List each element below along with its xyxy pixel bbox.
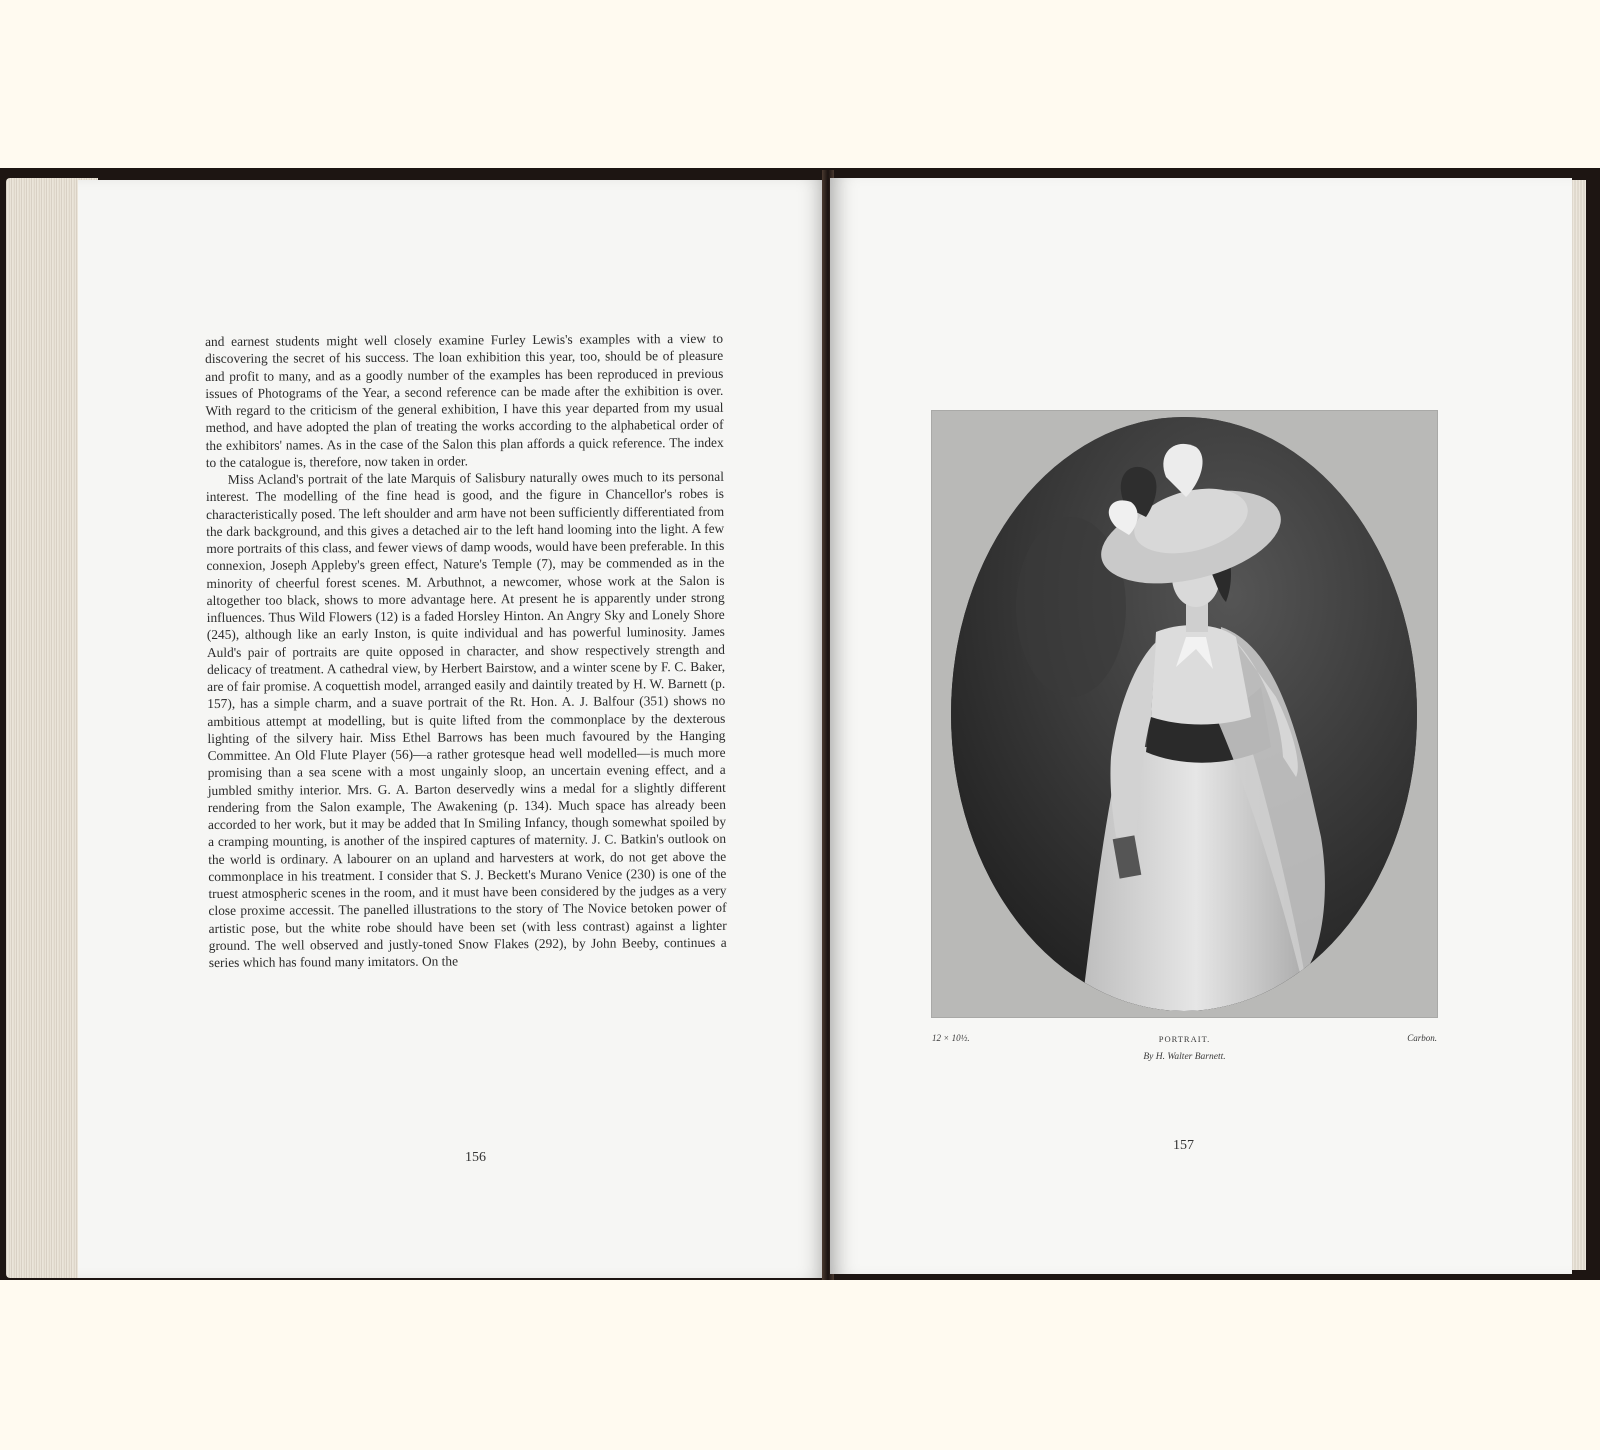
right-page-edges: [1572, 180, 1586, 1270]
photograph-plate: [931, 410, 1438, 1018]
left-page-text: [205, 330, 727, 971]
right-page-number: 157: [1173, 1138, 1194, 1153]
plate-author: By H. Walter Barnett.: [1143, 1052, 1226, 1062]
left-page-number: 156: [465, 1150, 486, 1165]
paragraph-1: and earnest students might well closely examine Furley Lewis's examples with a view to discovering the secret of his success. The loan exhibition this year, too, should be of pleasure and profit to many, and as a goodly number of the examples has been reproduced in previous issues of Photograms of the Year, a second reference can be made after the exhibition is over. With regard to the criticism of the general exhibition, I have this year departed from my usual method, and have adopted the plan of treating the works according to the alphabetical order of the exhibitors' names. As in the case of the Salon this plan affords a quick reference. The index to the catalogue is, therefore, now taken in order.: [205, 330, 724, 470]
plate-caption-row: [932, 1033, 1437, 1047]
plate-process: Carbon.: [1407, 1033, 1437, 1043]
plate-size: 12 × 10½.: [932, 1033, 970, 1043]
portrait-figure-illustration: [951, 417, 1417, 1011]
paragraph-2: Miss Acland's portrait of the late Marquis of Salisbury naturally owes much to its personal interest. The modelling of the fine head is good, and the figure in Chancellor's robes is characteristically posed. The left shoulder and arm have not been sufficiently differentiated from the dark background, and this gives a detached air to the left hand looming into the light. A few more portraits of this class, and fewer views of damp woods, would have been preferable. In this connexion, Joseph Appleby's green effect, Nature's Temple (7), may be commended as in the minority of cheerful forest scenes. M. Arbuthnot, a newcomer, whose work at the Salon is altogether too black, shows to more advantage here. At present he is apparently under strong influences. Thus Wild Flowers (12) is a faded Horsley Hinton. An Angry Sky and Lonely Shore (245), although like an early Inston, is quite individual and has powerful luminosity. James Auld's pair of portraits are quite opposed in character, and show respectively strength and delicacy of treatment. A cathedral view, by Herbert Bairstow, and a winter scene by F. C. Baker, are of fair promise. A coquettish model, arranged easily and daintily treated by H. W. Barnett (p. 157), has a simple charm, and a suave portrait of the Rt. Hon. A. J. Balfour (351) shows no ambitious attempt at modelling, but is quite lifted from the commonplace by the dexterous lighting of the silvery hair. Miss Ethel Barrows has been much favoured by the Hanging Committee. An Old Flute Player (56)—a rather grotesque head well modelled—is much more promising than a sea scene with a most ungainly sloop, an uncertain evening effect, and a jumbled smithy interior. Mrs. G. A. Barton deservedly wins a medal for a slightly different rendering from the Salon example, The Awakening (p. 134). Much space has already been accorded to her work, but it may be added that In Smiling Infancy, though somewhat spoiled by a cramping mounting, is another of the inspired captures of maternity. J. C. Batkin's outlook on the world is ordinary. A labourer on an upland and harvesters at work, do not get above the commonplace in his treatment. I consider that S. J. Beckett's Murano Venice (230) is one of the truest atmospheric scenes in the room, and it must have been considered by the judges as a very close proxime accessit. The panelled illustrations to the story of The Novice betoken power of artistic pose, but the white robe should have been set (with less contrast) against a lighter ground. The well observed and justly-toned Snow Flakes (292), by John Beeby, continues a series which has found many imitators. On the: [205, 468, 727, 970]
portrait-photograph: [951, 417, 1417, 1011]
plate-title: PORTRAIT.: [1158, 1034, 1211, 1044]
